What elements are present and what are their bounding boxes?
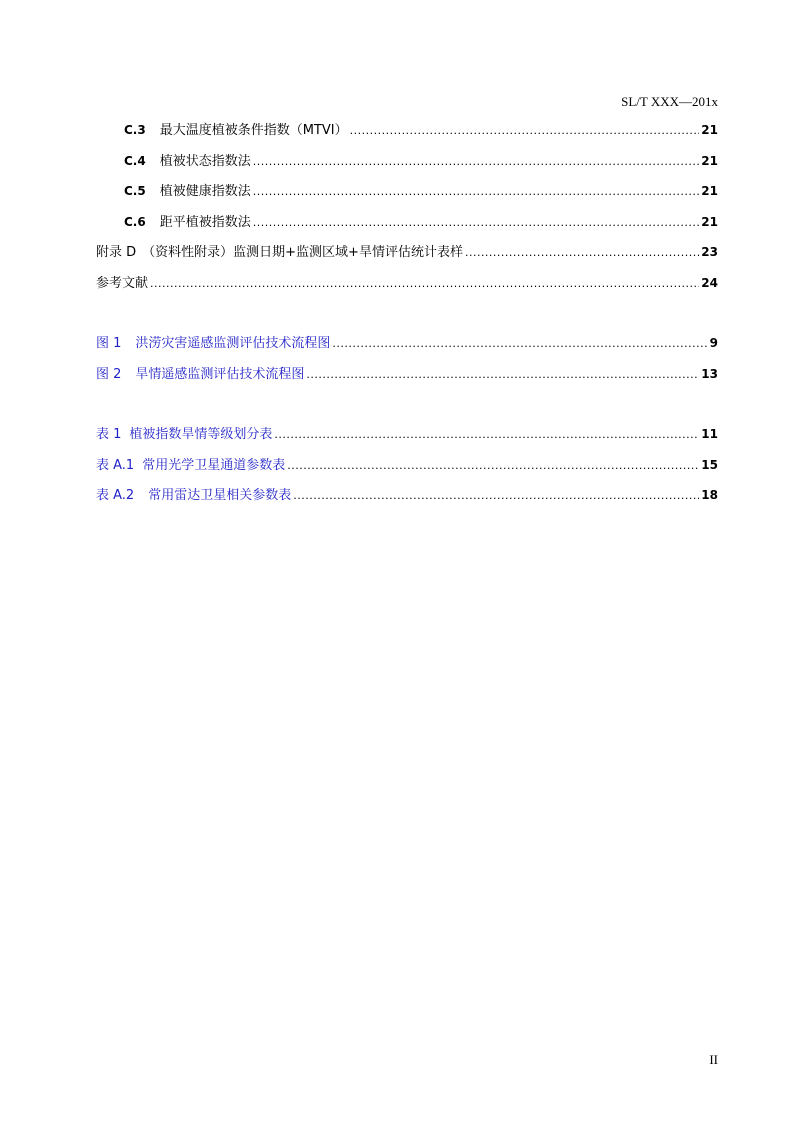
figure-entry-page: 9	[709, 336, 718, 350]
section-spacer	[96, 302, 718, 332]
toc-entry-references[interactable]	[96, 272, 718, 303]
toc-entry-title: 距平植被指数法	[159, 214, 251, 230]
toc-entry-number: C.6	[124, 214, 146, 229]
dot-leader	[332, 333, 707, 355]
dot-leader	[287, 455, 699, 477]
toc-entry-title: 参考文献	[96, 275, 149, 291]
table-entry-page: 11	[701, 427, 718, 441]
dot-leader	[253, 212, 700, 234]
toc-entry-page: 21	[701, 184, 718, 198]
section-spacer	[96, 393, 718, 423]
toc-entry-page: 21	[701, 153, 718, 168]
table-entry-1[interactable]	[96, 423, 718, 454]
figure-entry-title: 洪涝灾害遥感监测评估技术流程图	[135, 336, 331, 351]
toc-entry-c5[interactable]	[96, 180, 718, 211]
figure-entry-2[interactable]	[96, 363, 718, 394]
toc-entry-c6[interactable]	[96, 211, 718, 242]
figure-entry-page: 13	[701, 366, 718, 381]
toc-entry-title: 植被状态指数法	[159, 153, 251, 169]
table-entry-number: 表 1	[96, 427, 122, 442]
toc-entry-page: 21	[701, 123, 718, 137]
table-entry-page: 15	[701, 457, 718, 472]
page-number-footer: II	[709, 1052, 718, 1067]
document-code-header: SL/T XXX—201x	[621, 94, 718, 109]
dot-leader	[293, 485, 699, 507]
figure-entry-number: 图 1	[96, 336, 122, 351]
dot-leader	[306, 364, 699, 386]
figure-entry-1[interactable]	[96, 332, 718, 363]
table-entry-number: 表 A.2	[96, 488, 135, 503]
toc-entry-number: C.3	[124, 123, 146, 137]
toc-entry-c4[interactable]	[96, 150, 718, 181]
toc-entry-page: 24	[701, 275, 718, 290]
toc-entry-title: 植被健康指数法	[159, 184, 251, 199]
toc-entry-number: C.5	[124, 184, 146, 198]
table-of-contents	[96, 119, 718, 515]
table-entry-number: 表 A.1	[96, 457, 135, 473]
dot-leader	[150, 273, 699, 295]
toc-entry-page: 21	[701, 214, 718, 229]
dot-leader	[350, 120, 700, 142]
toc-entry-number: 附录 D	[96, 245, 137, 260]
toc-entry-appendix-d[interactable]	[96, 241, 718, 272]
table-entry-title: 常用雷达卫星相关参数表	[148, 488, 292, 503]
table-entry-a2[interactable]	[96, 484, 718, 515]
table-entry-title: 常用光学卫星通道参数表	[142, 457, 286, 473]
dot-leader	[253, 181, 700, 203]
dot-leader	[253, 151, 700, 173]
dot-leader	[274, 424, 699, 446]
toc-entry-c3[interactable]	[96, 119, 718, 150]
figure-entry-title: 旱情遥感监测评估技术流程图	[135, 366, 305, 382]
table-entry-a1[interactable]	[96, 454, 718, 485]
toc-entry-number: C.4	[124, 153, 146, 168]
toc-entry-title: 最大温度植被条件指数（MTVI）	[159, 123, 348, 138]
dot-leader	[465, 242, 699, 264]
table-entry-page: 18	[701, 488, 718, 502]
table-entry-title: 植被指数旱情等级划分表	[129, 427, 273, 442]
toc-entry-title: （资料性附录）监测日期+监测区域+旱情评估统计表样	[142, 245, 463, 260]
toc-entry-page: 23	[701, 245, 718, 259]
figure-entry-number: 图 2	[96, 366, 122, 382]
